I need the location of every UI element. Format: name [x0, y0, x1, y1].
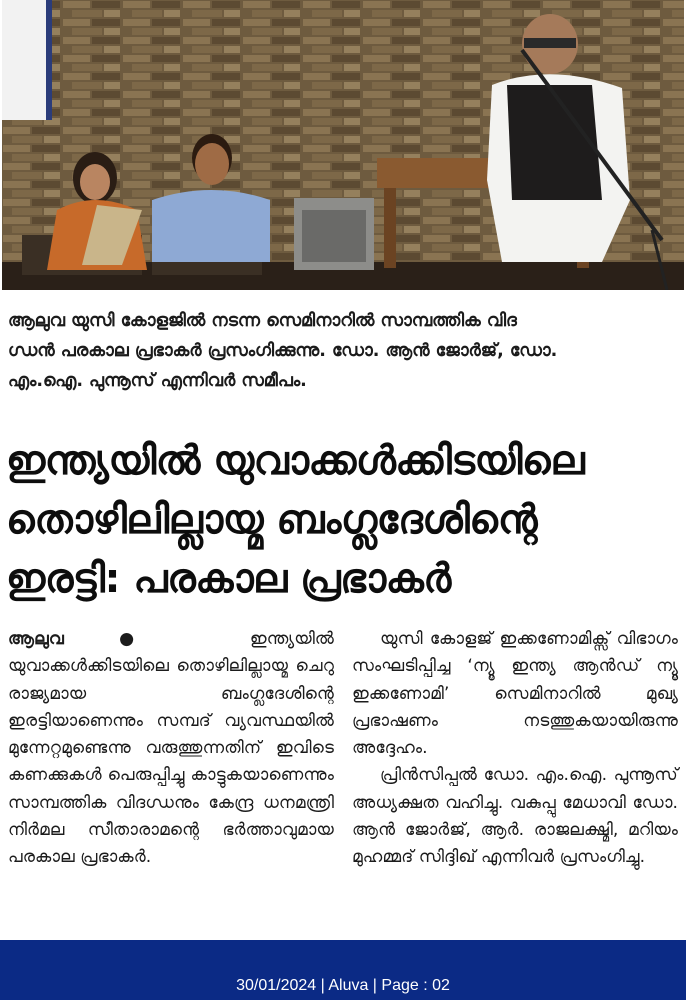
- headline-line: തൊഴിലില്ലായ്മ ബംഗ്ലദേശിന്റെ: [6, 497, 538, 543]
- article-paragraph: [8, 626, 334, 872]
- seminar-photo: [2, 0, 684, 290]
- caption-line: ആലുവ യുസി കോളജിൽ നടന്ന സെമിനാറിൽ സാമ്പത്തിക വിദ: [8, 311, 517, 331]
- caption-line: എം.ഐ. പുന്നൂസ് എന്നിവർ സമീപം.: [8, 371, 307, 391]
- headline: [6, 432, 682, 609]
- article-column-left: [8, 626, 334, 872]
- article-paragraph: പ്രിൻസിപ്പൽ ഡോ. എം.ഐ. പുന്നൂസ് അധ്യക്ഷത വഹിച്ചു. വകുപ്പു മേധാവി ഡോ. ആൻ ജോർജ്, ആർ. രാജലക്ഷ്മി, മറിയം മുഹമ്മദ് സിദ്ദിഖ് എന്നിവർ പ്രസംഗിച്ചു.: [352, 765, 678, 868]
- article-paragraph: യുസി കോളജ് ഇക്കണോമിക്സ് വിഭാഗം സംഘടിപ്പിച്ച ‘ന്യൂ ഇന്ത്യ ആൻഡ് ന്യൂ ഇക്കണോമി’ സെമിനാറിൽ മുഖ്യ പ്രഭാഷണം നടത്തുകയായിരുന്നു അദ്ദേഹം.: [352, 629, 678, 759]
- photo-caption: [8, 306, 678, 396]
- dateline: ആലുവ●: [8, 629, 190, 649]
- article-column-right: [352, 626, 678, 872]
- caption-line: ഗ്ധൻ പരകാല പ്രഭാകർ പ്രസംഗിക്കുന്നു. ഡോ. ആൻ ജോർജ്, ഡോ.: [8, 341, 558, 361]
- article-text: ഇന്ത്യയിൽ യുവാക്കൾക്കിടയിലെ തൊഴിലില്ലായ്മ ചെറു രാജ്യമായ ബംഗ്ലദേശിന്റെ ഇരട്ടിയാണെന്നും സമ്പദ് വ്യവസ്ഥയിൽ മുന്നേറ്റമുണ്ടെന്നു വരുത്തുന്നതിന് ഇവിടെ കണക്കുകൾ പെരുപ്പിച്ചു കാട്ടുകയാണെന്നും സാമ്പത്തിക വിദഗ്ധനും കേന്ദ്ര ധനമന്ത്രി നിർമല സീതാരാമന്റെ ഭർത്താവുമായ പരകാല പ്രഭാകർ.: [8, 629, 334, 868]
- headline-line: ഇന്ത്യയിൽ യുവാക്കൾക്കിടയിലെ: [6, 438, 585, 484]
- footer-info: 30/01/2024 | Aluva | Page : 02: [236, 977, 450, 994]
- headline-line: ഇരട്ടി: പരകാല പ്രഭാകർ: [6, 556, 451, 602]
